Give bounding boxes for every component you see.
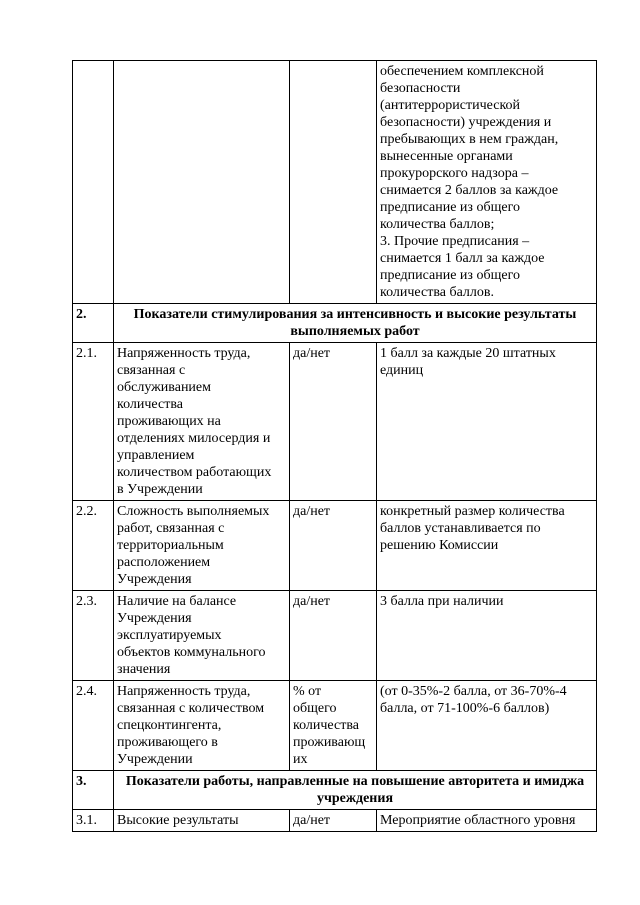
cell-criteria: Мероприятие областного уровня (377, 810, 597, 832)
cell-name: Напряженность труда, связанная с количеством спецконтингента, проживающего в Учреждении (114, 681, 290, 771)
section-title: Показатели стимулирования за интенсивность и высокие результаты выполняемых работ (114, 304, 597, 343)
section-header-row (73, 304, 597, 343)
cell-name: Напряженность труда, связанная с обслуживанием количества проживающих на отделениях милосердия и управлением количеством работающих в Учреждении (114, 343, 290, 501)
cell-name (114, 61, 290, 304)
section-header-row (73, 771, 597, 810)
cell-name: Сложность выполняемых работ, связанная с территориальным расположением Учреждения (114, 501, 290, 591)
table-row (73, 61, 597, 304)
cell-unit (290, 61, 377, 304)
cell-unit: да/нет (290, 810, 377, 832)
cell-num: 2.3. (73, 591, 114, 681)
table-row (73, 591, 597, 681)
document-page (72, 60, 596, 832)
cell-criteria: конкретный размер количества баллов устанавливается по решению Комиссии (377, 501, 597, 591)
cell-criteria: 3 балла при наличии (377, 591, 597, 681)
cell-criteria: 1 балл за каждые 20 штатных единиц (377, 343, 597, 501)
table-row (73, 681, 597, 771)
section-number: 2. (73, 304, 114, 343)
cell-num: 2.1. (73, 343, 114, 501)
cell-unit: % от общего количества проживающ их (290, 681, 377, 771)
cell-num: 3.1. (73, 810, 114, 832)
cell-name: Наличие на балансе Учреждения эксплуатируемых объектов коммунального значения (114, 591, 290, 681)
table-row (73, 501, 597, 591)
table-row (73, 343, 597, 501)
cell-criteria: (от 0-35%-2 балла, от 36-70%-4 балла, от 71-100%-6 баллов) (377, 681, 597, 771)
cell-num (73, 61, 114, 304)
cell-unit: да/нет (290, 501, 377, 591)
cell-unit: да/нет (290, 591, 377, 681)
table-row (73, 810, 597, 832)
cell-num: 2.4. (73, 681, 114, 771)
cell-unit: да/нет (290, 343, 377, 501)
cell-name: Высокие результаты (114, 810, 290, 832)
cell-criteria: обеспечением комплексной безопасности (антитеррористической безопасности) учреждения и пребывающих в нем граждан, вынесенные органами прокурорского надзора – снимается 2 баллов за каждое предписание из общего количества баллов; 3. Прочие предписания – снимается 1 балл за каждое предписание из общего количества баллов. (377, 61, 597, 304)
criteria-table (72, 60, 597, 832)
cell-num: 2.2. (73, 501, 114, 591)
section-number: 3. (73, 771, 114, 810)
section-title: Показатели работы, направленные на повышение авторитета и имиджа учреждения (114, 771, 597, 810)
